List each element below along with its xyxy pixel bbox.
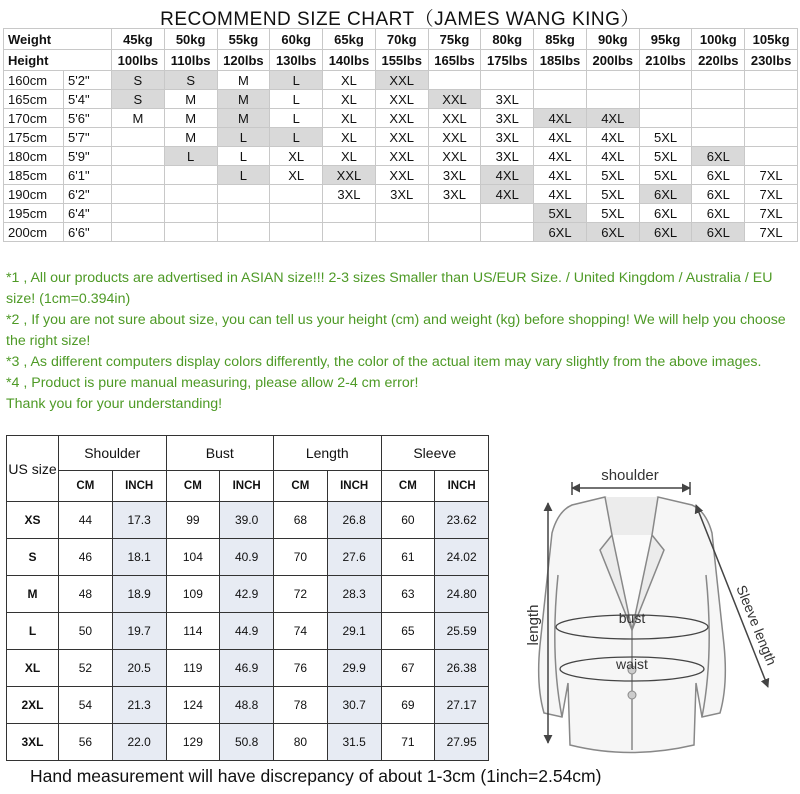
- size-cell: [270, 185, 323, 204]
- size-cell: 7XL: [745, 185, 798, 204]
- size-cell: XXL: [428, 128, 481, 147]
- size-cell: 5XL: [639, 128, 692, 147]
- weight-lbs-cell: 230lbs: [745, 50, 798, 71]
- height-ft-cell: 5'6": [64, 109, 112, 128]
- size-cell: S: [112, 71, 165, 90]
- weight-kg-cell: 105kg: [745, 29, 798, 50]
- unit-inch-header: INCH: [327, 471, 381, 502]
- height-cm-cell: 165cm: [4, 90, 64, 109]
- measure-value-cell: 78: [274, 687, 328, 724]
- size-cell: 4XL: [586, 128, 639, 147]
- weight-kg-cell: 65kg: [323, 29, 376, 50]
- measure-value-cell: 109: [166, 576, 220, 613]
- length-label: length: [525, 604, 542, 646]
- size-cell: M: [217, 90, 270, 109]
- measure-value-cell: 56: [59, 724, 113, 761]
- height-ft-cell: 6'4": [64, 204, 112, 223]
- height-ft-cell: 6'1": [64, 166, 112, 185]
- size-cell: 4XL: [534, 166, 587, 185]
- measure-value-cell: 129: [166, 724, 220, 761]
- measure-value-cell: 18.9: [112, 576, 166, 613]
- size-cell: XXL: [428, 109, 481, 128]
- size-row: [4, 185, 798, 204]
- recommend-size-table: [3, 28, 798, 242]
- measure-unit-row: [7, 471, 489, 502]
- size-cell: [639, 71, 692, 90]
- size-row: [4, 71, 798, 90]
- size-cell: 3XL: [375, 185, 428, 204]
- size-row: [4, 204, 798, 223]
- size-cell: [692, 90, 745, 109]
- size-cell: [586, 71, 639, 90]
- measure-row: [7, 576, 489, 613]
- size-cell: [534, 90, 587, 109]
- measure-value-cell: 72: [274, 576, 328, 613]
- measure-group-header: Bust: [166, 436, 274, 471]
- size-cell: 5XL: [586, 166, 639, 185]
- measure-value-cell: 22.0: [112, 724, 166, 761]
- unit-inch-header: INCH: [112, 471, 166, 502]
- height-ft-cell: 6'6": [64, 223, 112, 242]
- notes-section: [6, 268, 796, 415]
- size-cell: [375, 223, 428, 242]
- height-ft-cell: 5'7": [64, 128, 112, 147]
- size-cell: XL: [270, 147, 323, 166]
- weight-kg-cell: 70kg: [375, 29, 428, 50]
- size-cell: XXL: [375, 71, 428, 90]
- measure-value-cell: 50: [59, 613, 113, 650]
- size-cell: XXL: [428, 147, 481, 166]
- size-cell: 4XL: [534, 109, 587, 128]
- measure-value-cell: 26.38: [435, 650, 489, 687]
- note-2: *2 , If you are not sure about size, you can tell us your height (cm) and weight (kg) before shopping! We will help you choose the right size!: [6, 312, 786, 349]
- unit-cm-header: CM: [381, 471, 435, 502]
- measure-value-cell: 27.95: [435, 724, 489, 761]
- height-ft-cell: 5'2": [64, 71, 112, 90]
- size-cell: 3XL: [481, 128, 534, 147]
- size-cell: L: [270, 71, 323, 90]
- measure-value-cell: 69: [381, 687, 435, 724]
- size-cell: XL: [323, 90, 376, 109]
- us-size-header: US size: [7, 436, 59, 502]
- size-cell: [428, 204, 481, 223]
- size-cell: L: [164, 147, 217, 166]
- waist-label: waist: [616, 656, 648, 672]
- size-cell: L: [217, 147, 270, 166]
- size-cell: 5XL: [586, 185, 639, 204]
- page-title: RECOMMEND SIZE CHART（JAMES WANG KING）: [160, 9, 640, 30]
- size-cell: 6XL: [639, 223, 692, 242]
- size-cell: [164, 204, 217, 223]
- size-cell: M: [164, 128, 217, 147]
- size-cell: 5XL: [639, 166, 692, 185]
- measure-row: [7, 539, 489, 576]
- height-cm-cell: 200cm: [4, 223, 64, 242]
- size-cell: 7XL: [745, 223, 798, 242]
- size-cell: [323, 223, 376, 242]
- size-cell: [112, 185, 165, 204]
- measure-value-cell: 26.8: [327, 502, 381, 539]
- size-cell: [534, 71, 587, 90]
- measure-header-row: [7, 436, 489, 471]
- size-cell: L: [217, 166, 270, 185]
- size-cell: 7XL: [745, 204, 798, 223]
- height-cm-cell: 160cm: [4, 71, 64, 90]
- height-cm-cell: 185cm: [4, 166, 64, 185]
- size-cell: 5XL: [586, 204, 639, 223]
- size-cell: [112, 204, 165, 223]
- height-header-label: Height: [4, 50, 112, 71]
- size-cell: 7XL: [745, 166, 798, 185]
- measure-value-cell: 24.80: [435, 576, 489, 613]
- measure-value-cell: 27.6: [327, 539, 381, 576]
- size-cell: [745, 128, 798, 147]
- size-cell: L: [217, 128, 270, 147]
- measure-value-cell: 17.3: [112, 502, 166, 539]
- height-cm-cell: 170cm: [4, 109, 64, 128]
- height-cm-cell: 175cm: [4, 128, 64, 147]
- measure-value-cell: 63: [381, 576, 435, 613]
- measure-value-cell: 39.0: [220, 502, 274, 539]
- measure-value-cell: 104: [166, 539, 220, 576]
- size-cell: XL: [323, 71, 376, 90]
- measure-value-cell: 18.1: [112, 539, 166, 576]
- size-cell: XXL: [375, 147, 428, 166]
- size-cell: 5XL: [639, 147, 692, 166]
- weight-kg-cell: 75kg: [428, 29, 481, 50]
- measure-size-cell: XS: [7, 502, 59, 539]
- weight-lbs-cell: 100lbs: [112, 50, 165, 71]
- size-cell: 6XL: [639, 185, 692, 204]
- height-ft-cell: 5'9": [64, 147, 112, 166]
- size-cell: 3XL: [323, 185, 376, 204]
- note-1: *1 , All our products are advertised in ASIAN size!!! 2-3 sizes Smaller than US/EUR Size. / United Kingdom / Australia / EU size! (1cm=0.394in): [6, 270, 773, 307]
- unit-cm-header: CM: [274, 471, 328, 502]
- measure-value-cell: 46: [59, 539, 113, 576]
- measure-value-cell: 67: [381, 650, 435, 687]
- size-row: [4, 223, 798, 242]
- measure-value-cell: 29.1: [327, 613, 381, 650]
- size-cell: [217, 185, 270, 204]
- measure-size-cell: L: [7, 613, 59, 650]
- measure-value-cell: 30.7: [327, 687, 381, 724]
- note-thanks: Thank you for your understanding!: [6, 396, 223, 412]
- size-cell: XL: [323, 109, 376, 128]
- measure-value-cell: 70: [274, 539, 328, 576]
- measure-value-cell: 31.5: [327, 724, 381, 761]
- size-cell: 3XL: [481, 109, 534, 128]
- measure-value-cell: 20.5: [112, 650, 166, 687]
- height-cm-cell: 195cm: [4, 204, 64, 223]
- size-cell: [692, 128, 745, 147]
- header-row-lbs: [4, 50, 798, 71]
- weight-lbs-cell: 220lbs: [692, 50, 745, 71]
- weight-kg-cell: 95kg: [639, 29, 692, 50]
- size-cell: XXL: [375, 166, 428, 185]
- size-cell: 6XL: [692, 147, 745, 166]
- size-cell: 3XL: [481, 90, 534, 109]
- size-row: [4, 166, 798, 185]
- size-cell: [745, 71, 798, 90]
- size-cell: [428, 71, 481, 90]
- measure-group-header: Sleeve: [381, 436, 489, 471]
- measure-value-cell: 29.9: [327, 650, 381, 687]
- size-cell: XL: [323, 147, 376, 166]
- weight-kg-cell: 55kg: [217, 29, 270, 50]
- size-row: [4, 147, 798, 166]
- size-cell: M: [164, 109, 217, 128]
- size-cell: 6XL: [692, 166, 745, 185]
- size-cell: S: [112, 90, 165, 109]
- size-cell: [323, 204, 376, 223]
- measure-value-cell: 119: [166, 650, 220, 687]
- size-cell: XXL: [375, 128, 428, 147]
- height-cm-cell: 190cm: [4, 185, 64, 204]
- note-3: *3 , As different computers display colors differently, the color of the actual item may vary slightly from the above images.: [6, 354, 762, 370]
- measure-row: [7, 502, 489, 539]
- size-row: [4, 109, 798, 128]
- measure-row: [7, 613, 489, 650]
- weight-kg-cell: 85kg: [534, 29, 587, 50]
- measure-size-cell: XL: [7, 650, 59, 687]
- size-cell: [217, 204, 270, 223]
- size-cell: L: [270, 90, 323, 109]
- size-cell: [112, 223, 165, 242]
- measure-row: [7, 687, 489, 724]
- size-cell: 5XL: [534, 204, 587, 223]
- measure-size-cell: 2XL: [7, 687, 59, 724]
- size-cell: 6XL: [692, 185, 745, 204]
- size-row: [4, 90, 798, 109]
- height-ft-cell: 6'2": [64, 185, 112, 204]
- size-row: [4, 128, 798, 147]
- jacket-diagram: [500, 455, 798, 760]
- measure-value-cell: 48: [59, 576, 113, 613]
- size-cell: 4XL: [481, 166, 534, 185]
- size-cell: [428, 223, 481, 242]
- button-icon: [628, 691, 636, 699]
- size-cell: [112, 128, 165, 147]
- size-cell: 4XL: [534, 128, 587, 147]
- measure-row: [7, 724, 489, 761]
- measure-size-cell: M: [7, 576, 59, 613]
- height-ft-cell: 5'4": [64, 90, 112, 109]
- size-cell: [270, 223, 323, 242]
- measure-value-cell: 124: [166, 687, 220, 724]
- size-cell: 6XL: [692, 223, 745, 242]
- measure-value-cell: 114: [166, 613, 220, 650]
- weight-lbs-cell: 130lbs: [270, 50, 323, 71]
- size-cell: [112, 166, 165, 185]
- size-cell: 4XL: [586, 109, 639, 128]
- measure-value-cell: 71: [381, 724, 435, 761]
- size-cell: [375, 204, 428, 223]
- size-cell: XXL: [428, 90, 481, 109]
- measure-value-cell: 80: [274, 724, 328, 761]
- size-cell: 4XL: [586, 147, 639, 166]
- size-cell: [639, 109, 692, 128]
- measure-value-cell: 21.3: [112, 687, 166, 724]
- measurement-table: [6, 435, 489, 761]
- weight-kg-cell: 50kg: [164, 29, 217, 50]
- measure-value-cell: 61: [381, 539, 435, 576]
- size-cell: 3XL: [481, 147, 534, 166]
- size-cell: L: [270, 128, 323, 147]
- weight-lbs-cell: 155lbs: [375, 50, 428, 71]
- measure-value-cell: 44: [59, 502, 113, 539]
- weight-lbs-cell: 110lbs: [164, 50, 217, 71]
- weight-lbs-cell: 200lbs: [586, 50, 639, 71]
- shoulder-label: shoulder: [601, 467, 659, 484]
- size-cell: XL: [323, 128, 376, 147]
- size-cell: M: [112, 109, 165, 128]
- size-cell: 4XL: [481, 185, 534, 204]
- weight-lbs-cell: 210lbs: [639, 50, 692, 71]
- measure-value-cell: 48.8: [220, 687, 274, 724]
- measure-value-cell: 44.9: [220, 613, 274, 650]
- weight-kg-cell: 80kg: [481, 29, 534, 50]
- size-cell: M: [217, 109, 270, 128]
- measure-value-cell: 46.9: [220, 650, 274, 687]
- measure-size-cell: S: [7, 539, 59, 576]
- size-cell: [481, 223, 534, 242]
- size-cell: [270, 204, 323, 223]
- size-cell: [692, 109, 745, 128]
- size-cell: [164, 185, 217, 204]
- measure-group-header: Length: [274, 436, 382, 471]
- sleeve-label: Sleeve length: [733, 582, 780, 668]
- size-cell: 6XL: [639, 204, 692, 223]
- size-cell: [164, 166, 217, 185]
- measure-value-cell: 74: [274, 613, 328, 650]
- weight-lbs-cell: 185lbs: [534, 50, 587, 71]
- measure-size-cell: 3XL: [7, 724, 59, 761]
- weight-lbs-cell: 165lbs: [428, 50, 481, 71]
- size-cell: 6XL: [692, 204, 745, 223]
- weight-kg-cell: 90kg: [586, 29, 639, 50]
- unit-cm-header: CM: [166, 471, 220, 502]
- size-cell: [217, 223, 270, 242]
- size-cell: XXL: [375, 109, 428, 128]
- size-cell: [745, 90, 798, 109]
- size-cell: [692, 71, 745, 90]
- measure-value-cell: 27.17: [435, 687, 489, 724]
- bust-label: bust: [618, 610, 646, 626]
- weight-lbs-cell: 175lbs: [481, 50, 534, 71]
- size-cell: [586, 90, 639, 109]
- size-cell: [745, 109, 798, 128]
- measure-value-cell: 28.3: [327, 576, 381, 613]
- measure-value-cell: 68: [274, 502, 328, 539]
- measure-row: [7, 650, 489, 687]
- weight-kg-cell: 100kg: [692, 29, 745, 50]
- note-4: *4 , Product is pure manual measuring, please allow 2-4 cm error!: [6, 375, 419, 391]
- measure-group-header: Shoulder: [59, 436, 167, 471]
- measure-value-cell: 60: [381, 502, 435, 539]
- size-cell: 6XL: [586, 223, 639, 242]
- unit-inch-header: INCH: [220, 471, 274, 502]
- size-cell: 4XL: [534, 185, 587, 204]
- size-cell: XL: [270, 166, 323, 185]
- size-cell: [481, 204, 534, 223]
- size-cell: [481, 71, 534, 90]
- size-cell: M: [217, 71, 270, 90]
- size-cell: M: [164, 90, 217, 109]
- size-cell: [164, 223, 217, 242]
- measure-value-cell: 24.02: [435, 539, 489, 576]
- size-cell: XXL: [375, 90, 428, 109]
- measure-value-cell: 40.9: [220, 539, 274, 576]
- measure-value-cell: 54: [59, 687, 113, 724]
- weight-kg-cell: 60kg: [270, 29, 323, 50]
- size-cell: 6XL: [534, 223, 587, 242]
- size-cell: 3XL: [428, 166, 481, 185]
- measure-value-cell: 99: [166, 502, 220, 539]
- weight-lbs-cell: 140lbs: [323, 50, 376, 71]
- size-cell: XXL: [323, 166, 376, 185]
- measure-value-cell: 42.9: [220, 576, 274, 613]
- size-cell: [639, 90, 692, 109]
- size-cell: 3XL: [428, 185, 481, 204]
- measure-value-cell: 19.7: [112, 613, 166, 650]
- weight-lbs-cell: 120lbs: [217, 50, 270, 71]
- unit-cm-header: CM: [59, 471, 113, 502]
- size-cell: L: [270, 109, 323, 128]
- height-cm-cell: 180cm: [4, 147, 64, 166]
- measure-value-cell: 50.8: [220, 724, 274, 761]
- measure-value-cell: 23.62: [435, 502, 489, 539]
- measure-value-cell: 25.59: [435, 613, 489, 650]
- unit-inch-header: INCH: [435, 471, 489, 502]
- weight-header-label: Weight: [4, 29, 112, 50]
- size-cell: [112, 147, 165, 166]
- header-row-kg: [4, 29, 798, 50]
- measure-value-cell: 76: [274, 650, 328, 687]
- size-cell: S: [164, 71, 217, 90]
- size-cell: 4XL: [534, 147, 587, 166]
- measure-value-cell: 52: [59, 650, 113, 687]
- size-cell: [745, 147, 798, 166]
- weight-kg-cell: 45kg: [112, 29, 165, 50]
- footer-note: Hand measurement will have discrepancy of about 1-3cm (1inch=2.54cm): [30, 766, 602, 786]
- measure-value-cell: 65: [381, 613, 435, 650]
